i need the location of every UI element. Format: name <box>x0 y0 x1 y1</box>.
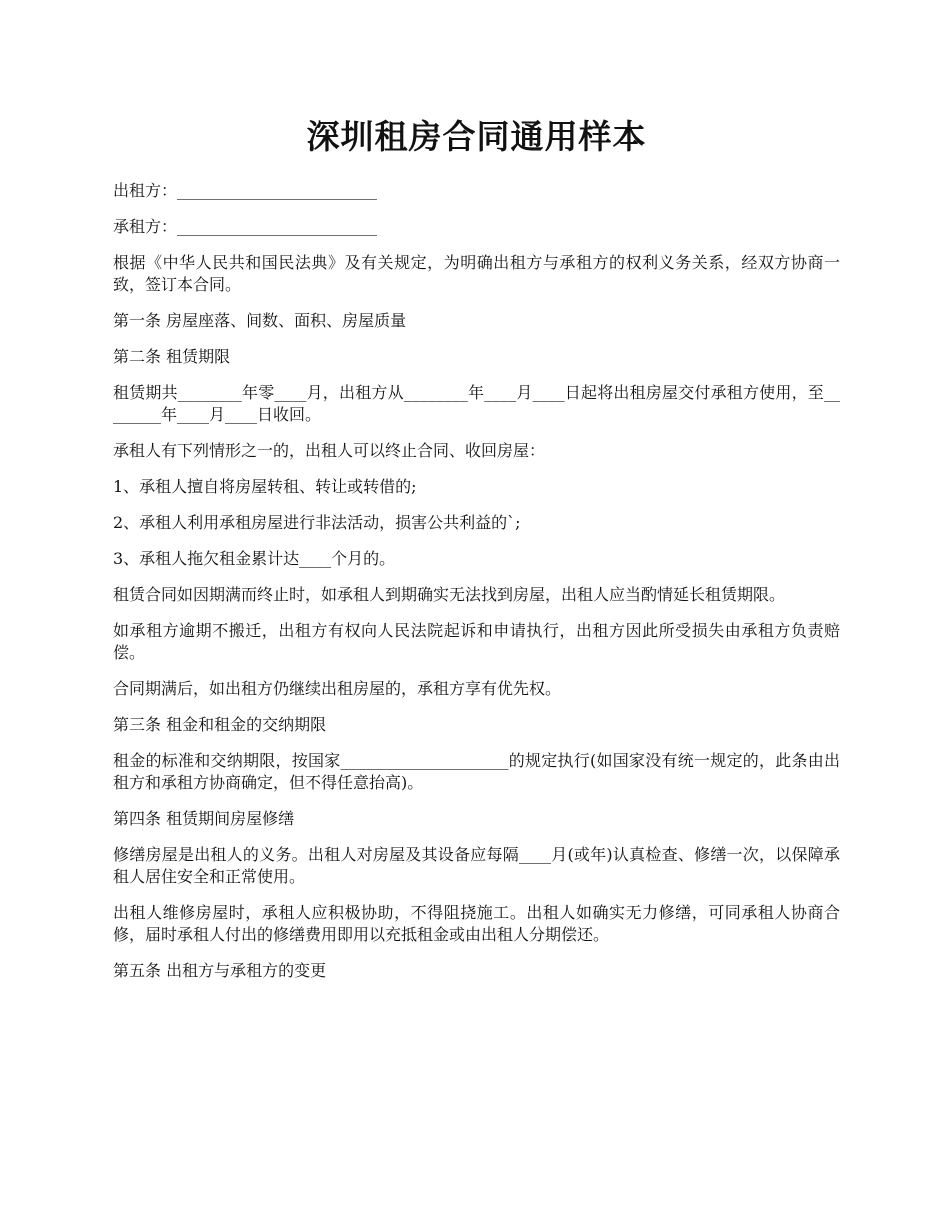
article-2-heading: 第二条 租赁期限 <box>113 347 231 366</box>
priority-paragraph: 合同期满后，如出租方仍继续出租房屋的，承租方享有优先权。 <box>113 679 562 698</box>
rent-standard-paragraph: 租金的标准和交纳期限，按国家_____________________的规定执行(如国家没有统一规定的，此条由出租方和承租方协商确定，但不得任意抬高)。 <box>113 751 840 792</box>
termination-item-1: 1、承租人擅自将房屋转租、转让或转借的; <box>113 477 417 496</box>
article-5-heading: 第五条 出租方与承租方的变更 <box>113 961 327 980</box>
preamble-paragraph: 根据《中华人民共和国民法典》及有关规定，为明确出租方与承租方的权利义务关系，经双方协商一致，签订本合同。 <box>113 253 840 294</box>
repair-duty-paragraph: 修缮房屋是出租人的义务。出租人对房屋及其设备应每隔____月(或年)认真检查、修缮一次，以保障承租人居住安全和正常使用。 <box>113 845 840 886</box>
article-1-heading: 第一条 房屋座落、间数、面积、房屋质量 <box>113 311 407 330</box>
article-4-heading: 第四条 租赁期间房屋修缮 <box>113 809 295 828</box>
repair-cooperation-paragraph: 出租人维修房屋时，承租人应积极协助，不得阻挠施工。出租人如确实无力修缮，可同承租人协商合修，届时承租人付出的修缮费用即用以充抵租金或由出租人分期偿还。 <box>113 903 840 944</box>
termination-intro-paragraph: 承租人有下列情形之一的，出租人可以终止合同、收回房屋： <box>113 441 546 460</box>
termination-item-2: 2、承租人利用承租房屋进行非法活动，损害公共利益的`; <box>113 513 521 532</box>
overdue-paragraph: 如承租方逾期不搬迁，出租方有权向人民法院起诉和申请执行，出租方因此所受损失由承租方负责赔偿。 <box>113 621 840 662</box>
lease-term-paragraph: 租赁期共________年零____月，出租方从________年____月____日起将出租房屋交付承租方使用，至________年____月____日收回。 <box>113 383 840 424</box>
article-3-heading: 第三条 租金和租金的交纳期限 <box>113 715 327 734</box>
document-title: 深圳租房合同通用样本 <box>306 117 647 156</box>
lessor-line: 出租方：_________________________ <box>113 181 378 200</box>
document-page <box>113 112 840 996</box>
lessee-line: 承租方：_________________________ <box>113 217 378 236</box>
termination-item-3: 3、承租人拖欠租金累计达____个月的。 <box>113 549 396 568</box>
extension-paragraph: 租赁合同如因期满而终止时，如承租人到期确实无法找到房屋，出租人应当酌情延长租赁期限。 <box>113 585 786 604</box>
